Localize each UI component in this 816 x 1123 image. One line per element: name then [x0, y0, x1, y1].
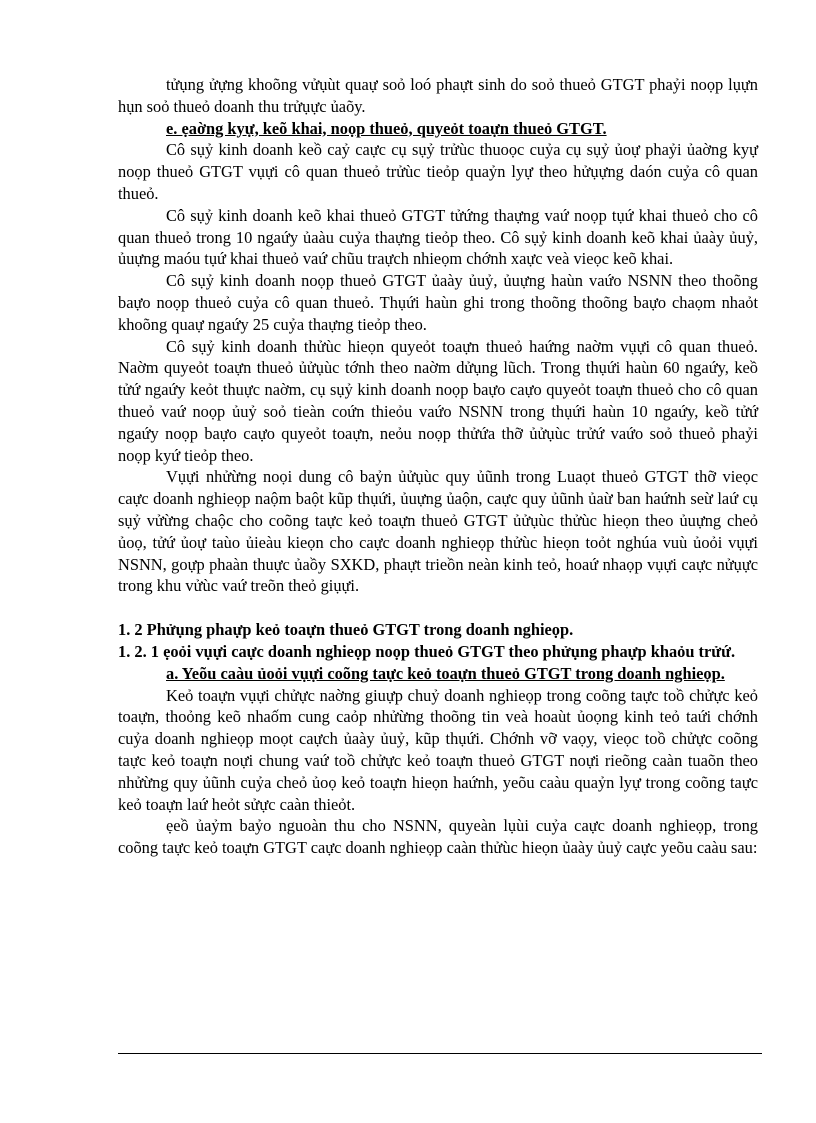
- heading-e-registration: e. ẹaờng kyự, keõ khai, noọp thueỏ, quyeỏt toaựn thueỏ GTGT.: [166, 118, 607, 138]
- heading-1-2: 1. 2 Phửụng phaựp keỏ toaựn thueỏ GTGT trong doanh nghieọp.: [118, 620, 574, 640]
- paragraph-registration: Cô sụỷ kinh doanh keồ caỷ caực cụ sụỷ trửùc thuoọc cuỷa cụ sụỷ ủoự phaỷi ủaờng kyự noọp thueỏ GTGT vụựi cô quan thueỏ trửùc tieỏp quaỷn lyự theo hửụựng daón cuỷa cô quan thueỏ.: [118, 140, 758, 203]
- paragraph-conclusion: Vụựi nhửừng noọi dung cô baỷn ủửụùc quy ủũnh trong Luaọt thueỏ GTGT thỡ vieọc caực doanh nghieọp naộm baột kũp thụứi, ủuựng ủaộn, caực quy ủũnh ủaừ ban haứnh seừ laứ cụ sụỷ vửừng chaộc cho coõng taực keỏ toaựn thueỏ GTGT ủửụùc thửùc hieọn theo ủuựng cheỏ ủoọ, tửứ ủoự taùo ủieàu kieọn cho caực doanh nghieọp thửùc hieọn toỏt nghúa vuù ủoỏi vụựi NSNN, goựp phaàn thuực ủaồy SXKD, phaựt trieồn neàn kinh teỏ, hoaứ nhaọp vụựi caực nửụực trong khu vửùc vaứ treõn theỏ giụựi.: [118, 467, 758, 596]
- paragraph-loss-offset: tửụng ửựng khoõng vửụùt quaự soỏ loó phaựt sinh do soỏ thueỏ GTGT phaỷi noọp lụựn hụn soỏ thueỏ doanh thu trửụực ủaõy.: [118, 75, 758, 116]
- heading-1-2-1: 1. 2. 1 ẹoỏi vụựi caực doanh nghieọp noọp thueỏ GTGT theo phửụng phaựp khaỏu trửứ.: [118, 641, 736, 661]
- section-gap: [118, 597, 758, 619]
- paragraph-settlement: Cô sụỷ kinh doanh thửùc hieọn quyeỏt toaựn thueỏ haứng naờm vụựi cô quan thueỏ. Naờm quyeỏt toaựn thueỏ ủửụùc tớnh theo naờm dửụng lũch. Trong thụứi haùn 60 ngaứy, keồ tửứ ngaứy keỏt thuực naờm, cụ sụỷ kinh doanh noọp baựo caựo quyeỏt toaựn thueỏ cho cô quan thueỏ vaứ noọp ủuỷ soỏ tieàn coứn thieỏu vaứo NSNN trong thụứi haùn 10 ngaứy, keồ tửứ ngaứy noọp baựo caựo quyeỏt toaựn, neỏu noọp thửứa thỡ ủửụùc trửứ vaứo soỏ thueỏ phaỷi noọp kyứ tieỏp theo.: [118, 336, 758, 465]
- paragraph-requirements-intro: ẹeồ ủaỷm baỷo nguoàn thu cho NSNN, quyeàn lụùi cuỷa caực doanh nghieọp, trong coõng taực keỏ toaựn GTGT caực doanh nghieọp caàn thửùc hieọn ủaày ủuỷ caực yeõu caàu sau:: [118, 816, 758, 858]
- footer-rule: [118, 1053, 762, 1054]
- paragraph-declaration: Cô sụỷ kinh doanh keõ khai thueỏ GTGT tửứng thaựng vaứ noọp tụứ khai thueỏ cho cô quan thueỏ trong 10 ngaứy ủaàu cuỷa thaựng tieỏp theo. Cô sụỷ kinh doanh keõ khai ủaày ủuỷ, ủuựng maóu tụứ khai thueỏ vaứ chũu traựch nhieọm chớnh xaực veà vieọc keõ khai.: [118, 205, 758, 269]
- document-page: [118, 74, 758, 859]
- paragraph-accounting-role: Keỏ toaựn vụựi chửực naờng giuựp chuỷ doanh nghieọp trong coõng taực toồ chửực keỏ toaựn, thoỏng keõ nhaốm cung caỏp nhửừng thoõng tin veà hoaùt ủoọng kinh teỏ taứi chớnh cuỷa doanh nghieọp moọt caựch ủaày ủuỷ, kũp thụứi. Chớnh vỡ vaọy, vieọc toồ chửực coõng taực keỏ toaựn noựi chung vaứ toồ chửực keỏ toaựn thueỏ GTGT noựi rieõng caàn tuaõn theo nhửừng quy ủũnh cuỷa cheỏ ủoọ keỏ toaựn hieọn haứnh, yeõu caàu quaỷn lyự trong coõng taực keỏ toaựn laứ heỏt sửực caàn thieỏt.: [118, 685, 758, 814]
- heading-a-requirements: a. Yeõu caàu ủoỏi vụựi coõng taực keỏ toaựn thueỏ GTGT trong doanh nghieọp.: [166, 663, 725, 683]
- paragraph-payment: Cô sụỷ kinh doanh noọp thueỏ GTGT ủaày ủuỷ, ủuựng haùn vaứo NSNN theo thoõng baựo noọp thueỏ cuỷa cô quan thueỏ. Thụứi haùn ghi trong thoõng thoõng baựo chaọm nhaỏt khoõng quaự ngaứy 25 cuỷa thaựng tieỏp theo.: [118, 271, 758, 334]
